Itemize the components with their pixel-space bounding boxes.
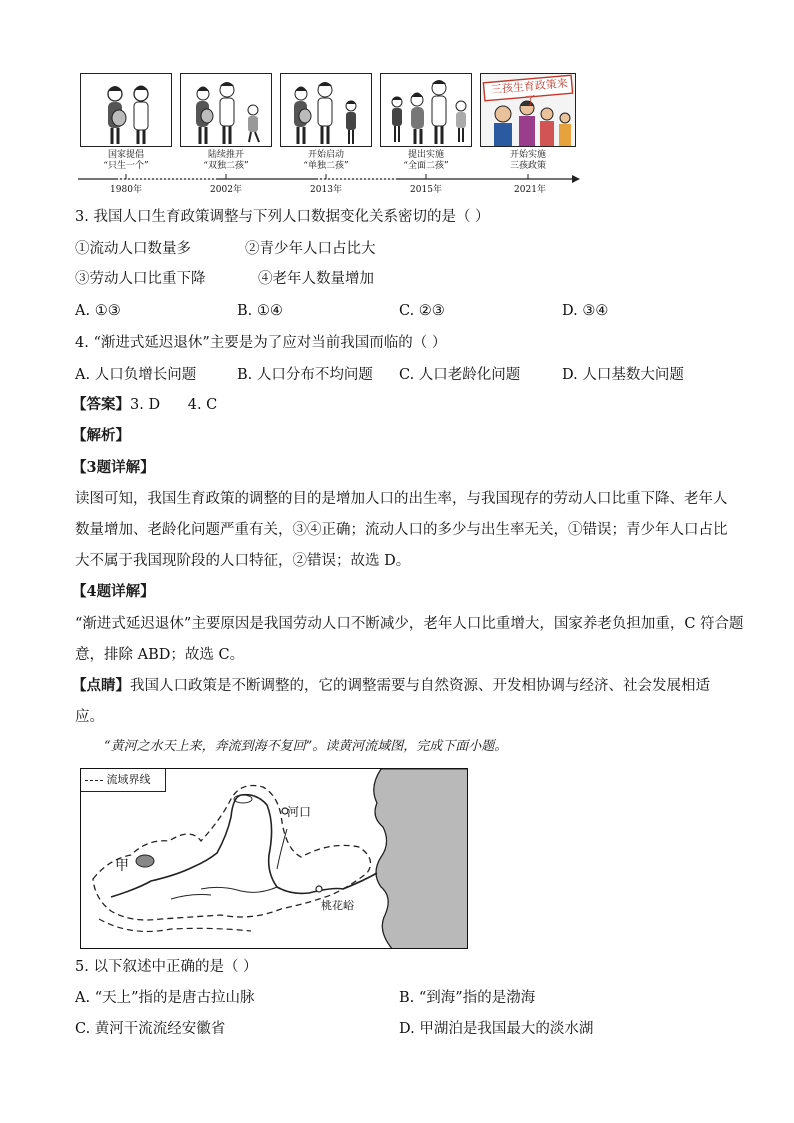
tips-label: 【点睛】: [72, 677, 130, 694]
answer-text: 3. D 4. C: [130, 397, 218, 413]
year-2002: 2002年: [210, 185, 242, 195]
caption-2015-line2: “全面二孩”: [403, 161, 449, 171]
q3-option-a[interactable]: A. ①③: [75, 303, 121, 319]
caption-2021-line2: 三孩政策: [509, 161, 546, 171]
yellow-river-basin-map: [80, 768, 468, 949]
detail3-line-3: 大不属于我国现阶段的人口特征，②错误；故选 D。: [75, 553, 411, 569]
q3-option-d[interactable]: D. ③④: [562, 303, 609, 319]
label-hekou: 河口: [287, 805, 312, 819]
family-universal-two-child-illustration: [381, 74, 472, 147]
banner-text: 三孩生育政策来了: [490, 76, 569, 108]
detail4-line-2: 意，排除 ABD；故选 C。: [75, 647, 245, 663]
yellow-river-intro: “黄河之水天上来，奔流到海不复回”。读黄河流域图，完成下面小题。: [104, 739, 508, 754]
map-drawing: [81, 769, 468, 949]
caption-2021-line1: 开始实施: [509, 150, 546, 160]
detail3-line-2: 数量增加、老龄化问题严重有关，③④正确；流动人口的多少与出生率无关，①错误；青少年人口占比: [75, 522, 728, 538]
q4-stem: 4. “渐进式延迟退休”主要是为了应对当前我国而临的（ ）: [75, 335, 447, 351]
tips-line-1: [72, 676, 710, 696]
q5-stem: 5. 以下叙述中正确的是（ ）: [75, 959, 258, 975]
q3-option-b[interactable]: B. ①④: [237, 303, 283, 319]
q3-option-c[interactable]: C. ②③: [399, 303, 445, 319]
family-one-child-illustration: [81, 74, 172, 147]
legend-label: 流域界线: [106, 773, 151, 786]
q5-option-a[interactable]: A. “天上”指的是唐古拉山脉: [75, 990, 255, 1006]
legend-dash-icon: [85, 780, 103, 781]
timeline-panel-1980: [80, 73, 172, 147]
tips-text-1: 我国人口政策是不断调整的，它的调整需要与自然资源、开发相协调与经济、社会发展相适: [130, 678, 710, 694]
answer-line: [72, 395, 217, 415]
q3-item-4: ④老年人数量增加: [258, 271, 374, 287]
timeline-panel-2015: [380, 73, 472, 147]
label-taohuayu: 桃花峪: [321, 899, 354, 912]
q5-option-c[interactable]: C. 黄河干流流经安徽省: [75, 1021, 226, 1037]
q3-item-2: ②青少年人口占比大: [245, 241, 376, 257]
caption-1980-line2: “只生一个”: [103, 161, 149, 171]
q3-stem: 3. 我国人口生育政策调整与下列人口数据变化关系密切的是（ ）: [75, 209, 490, 225]
q3-item-3: ③劳动人口比重下降: [75, 271, 206, 287]
answer-label: 【答案】: [72, 396, 130, 413]
caption-2015-line1: 提出实施: [407, 150, 444, 160]
q4-option-c[interactable]: C. 人口老龄化问题: [399, 367, 521, 383]
caption-2013-line2: “单独二孩”: [303, 161, 349, 171]
detail4-line-1: “渐进式延迟退休”主要原因是我国劳动人口不断减少，老年人口比重增大，国家养老负担加重，C 符合题: [75, 616, 744, 632]
timeline-panel-2013: [280, 73, 372, 147]
family-single-two-child-illustration: [281, 74, 372, 147]
caption-1980-line1: 国家提倡: [107, 150, 144, 160]
q5-option-b[interactable]: B. “到海”指的是渤海: [399, 990, 536, 1006]
q4-option-b[interactable]: B. 人口分布不均问题: [237, 367, 373, 383]
map-legend: [81, 769, 166, 792]
caption-2002-line2: “双独二孩”: [203, 161, 249, 171]
year-1980: 1980年: [110, 185, 142, 195]
q3-item-1: ①流动人口数量多: [75, 241, 191, 257]
family-two-child-illustration: [181, 74, 272, 147]
q4-option-d[interactable]: D. 人口基数大问题: [562, 367, 684, 383]
year-2013: 2013年: [310, 185, 342, 195]
caption-2002-line1: 陆续推开: [207, 150, 244, 160]
q5-option-d[interactable]: D. 甲湖泊是我国最大的淡水湖: [399, 1021, 594, 1037]
caption-2013-line1: 开始启动: [307, 150, 344, 160]
tips-line-2: 应。: [75, 709, 104, 725]
detail3-line-1: 读图可知，我国生育政策的调整的目的是增加人口的出生率，与我国现存的劳动人口比重下降、老年人: [75, 491, 728, 507]
timeline-panel-2021: [480, 73, 576, 147]
analysis-label: 【解析】: [72, 427, 130, 444]
detail4-label: 【4题详解】: [72, 583, 155, 600]
timeline-panel-2002: [180, 73, 272, 147]
year-2021: 2021年: [514, 185, 546, 195]
label-jia: 甲: [115, 858, 129, 874]
year-2015: 2015年: [410, 185, 442, 195]
detail3-label: 【3题详解】: [72, 459, 155, 476]
q4-option-a[interactable]: A. 人口负增长问题: [75, 367, 197, 383]
